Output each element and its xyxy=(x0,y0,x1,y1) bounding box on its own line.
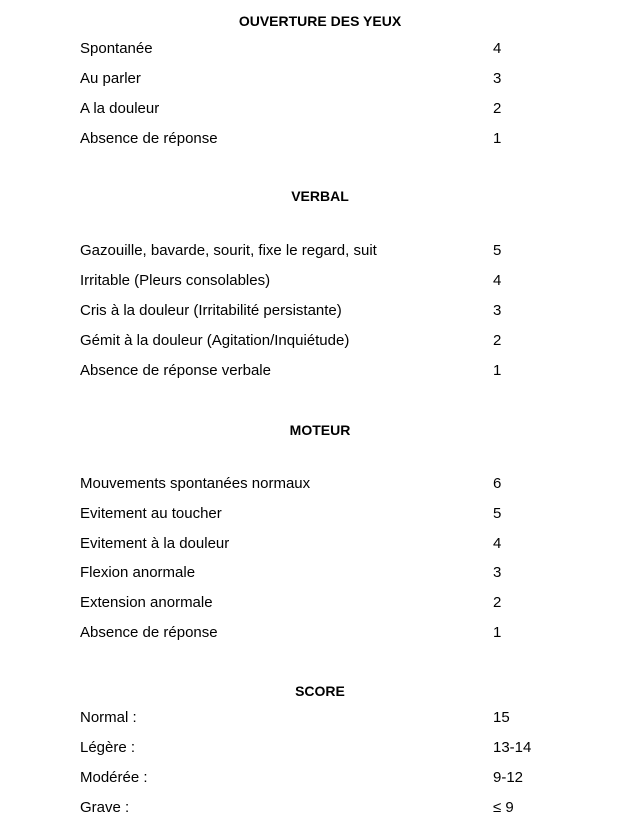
item-label: Au parler xyxy=(80,70,141,87)
item-label: Irritable (Pleurs consolables) xyxy=(80,272,271,289)
list-item xyxy=(80,708,560,728)
item-score: ≤ 9 xyxy=(493,799,514,816)
item-score: 1 xyxy=(493,130,502,147)
item-label: Grave : xyxy=(80,799,130,816)
list-item xyxy=(80,301,560,321)
item-label: A la douleur xyxy=(80,100,160,117)
section-title-verbal: VERBAL xyxy=(291,188,349,204)
section-title-motor: MOTEUR xyxy=(289,422,351,438)
list-item xyxy=(80,738,560,758)
item-score: 2 xyxy=(493,332,502,349)
item-score: 15 xyxy=(493,709,510,726)
item-label: Absence de réponse xyxy=(80,624,218,641)
item-score: 3 xyxy=(493,70,502,87)
item-score: 5 xyxy=(493,242,502,259)
item-label: Gazouille, bavarde, sourit, fixe le regard, suit xyxy=(80,242,377,259)
list-item xyxy=(80,563,560,583)
item-score: 5 xyxy=(493,505,502,522)
item-label: Flexion anormale xyxy=(80,564,196,581)
item-score: 4 xyxy=(493,535,502,552)
item-score: 1 xyxy=(493,624,502,641)
item-score: 4 xyxy=(493,40,502,57)
item-score: 4 xyxy=(493,272,502,289)
list-item xyxy=(80,534,560,554)
item-label: Légère : xyxy=(80,739,136,756)
list-item xyxy=(80,99,560,119)
list-item xyxy=(80,69,560,89)
list-item xyxy=(80,361,560,381)
list-item xyxy=(80,474,560,494)
item-label: Mouvements spontanées normaux xyxy=(80,475,311,492)
item-score: 3 xyxy=(493,302,502,319)
item-label: Absence de réponse verbale xyxy=(80,362,271,379)
section-title-eyes: OUVERTURE DES YEUX xyxy=(238,13,402,29)
item-label: Gémit à la douleur (Agitation/Inquiétude) xyxy=(80,332,350,349)
section-title-score: SCORE xyxy=(295,683,345,699)
list-item xyxy=(80,271,560,291)
item-score: 2 xyxy=(493,100,502,117)
item-label: Normal : xyxy=(80,709,137,726)
item-label: Evitement au toucher xyxy=(80,505,222,522)
list-item xyxy=(80,241,560,261)
list-item xyxy=(80,331,560,351)
item-label: Spontanée xyxy=(80,40,153,57)
item-score: 1 xyxy=(493,362,502,379)
item-label: Cris à la douleur (Irritabilité persistante) xyxy=(80,302,342,319)
item-score: 3 xyxy=(493,564,502,581)
item-label: Modérée : xyxy=(80,769,148,786)
item-score: 2 xyxy=(493,594,502,611)
list-item xyxy=(80,39,560,59)
item-label: Absence de réponse xyxy=(80,130,218,147)
list-item xyxy=(80,768,560,788)
item-label: Evitement à la douleur xyxy=(80,535,230,552)
list-item xyxy=(80,129,560,149)
item-score: 9-12 xyxy=(493,769,524,786)
item-score: 13-14 xyxy=(493,739,532,756)
list-item xyxy=(80,593,560,613)
item-score: 6 xyxy=(493,475,502,492)
list-item xyxy=(80,623,560,643)
list-item xyxy=(80,798,560,818)
list-item xyxy=(80,504,560,524)
item-label: Extension anormale xyxy=(80,594,213,611)
